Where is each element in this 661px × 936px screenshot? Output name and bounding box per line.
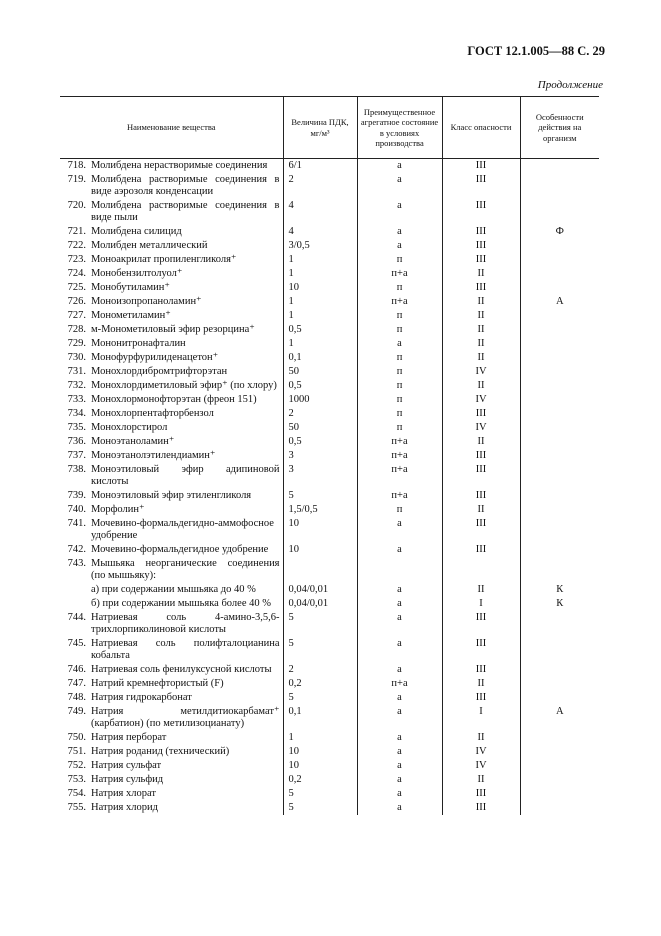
substance-name: Натрия хлорат [88, 787, 283, 801]
hazard-class: II [442, 435, 520, 449]
substance-name: Монохлордиметиловый эфир⁺ (по хлору) [88, 379, 283, 393]
pdk-value: 1,5/0,5 [283, 503, 357, 517]
substance-name: Моноэтиловый эфир адипиновой кислоты [88, 463, 283, 489]
pdk-value: 0,2 [283, 773, 357, 787]
action-features [520, 239, 599, 253]
substance-name: Натриевая соль полифталоцианина кобальта [88, 637, 283, 663]
aggregate-state: а [357, 691, 442, 705]
hazard-class: III [442, 407, 520, 421]
table-row [60, 463, 599, 489]
pdk-value: 2 [283, 407, 357, 421]
hazard-class: II [442, 503, 520, 517]
action-features [520, 253, 599, 267]
action-features [520, 503, 599, 517]
aggregate-state: а [357, 517, 442, 543]
action-features [520, 517, 599, 543]
aggregate-state: п [357, 421, 442, 435]
pdk-value: 5 [283, 489, 357, 503]
hazard-class: IV [442, 393, 520, 407]
hazard-class: III [442, 173, 520, 199]
substance-name: Натрия сульфид [88, 773, 283, 787]
aggregate-state: а [357, 801, 442, 815]
table-row [60, 637, 599, 663]
aggregate-state: а [357, 583, 442, 597]
table-row [60, 705, 599, 731]
pdk-value: 10 [283, 543, 357, 557]
col-header-features: Особенности действия на организм [535, 112, 584, 143]
hazard-class: II [442, 295, 520, 309]
row-number: 748. [67, 692, 86, 703]
aggregate-state: п [357, 407, 442, 421]
hazard-class: II [442, 379, 520, 393]
aggregate-state: п [357, 309, 442, 323]
aggregate-state: а [357, 731, 442, 745]
action-features: А [555, 706, 564, 717]
pdk-value: 1 [283, 337, 357, 351]
row-number: 727. [67, 310, 86, 321]
row-number: 735. [67, 422, 86, 433]
row-number: 746. [67, 664, 86, 675]
row-number: 721. [67, 226, 86, 237]
aggregate-state [357, 557, 442, 583]
table-row [60, 267, 599, 281]
aggregate-state: а [357, 663, 442, 677]
col-header-state: Преимущественное агрегатное состояние в условиях производства [357, 97, 442, 159]
aggregate-state: п+а [357, 449, 442, 463]
substance-name: Мышьяка неорганические соединения (по мышьяку): [88, 557, 283, 583]
table-row [60, 597, 599, 611]
table-row [60, 173, 599, 199]
row-number: 719. [67, 174, 86, 185]
table-row [60, 489, 599, 503]
row-number: 747. [67, 678, 86, 689]
substance-name: Натрия гидрокарбонат [88, 691, 283, 705]
table-row [60, 435, 599, 449]
row-number: 732. [67, 380, 86, 391]
substance-name: Натрия роданид (технический) [88, 745, 283, 759]
table-row [60, 295, 599, 309]
pdk-value: 4 [283, 225, 357, 239]
table-row [60, 801, 599, 815]
aggregate-state: а [357, 611, 442, 637]
action-features [520, 365, 599, 379]
aggregate-state: а [357, 773, 442, 787]
action-features [520, 463, 599, 489]
row-number: 752. [67, 760, 86, 771]
pdk-value: 0,2 [283, 677, 357, 691]
substance-name: Натрия перборат [88, 731, 283, 745]
hazard-class: III [442, 463, 520, 489]
row-number: 723. [67, 254, 86, 265]
hazard-class: III [442, 281, 520, 295]
action-features [520, 281, 599, 295]
pdk-value: 0,04/0,01 [283, 583, 357, 597]
hazard-class: III [442, 225, 520, 239]
aggregate-state: а [357, 173, 442, 199]
pdk-value: 10 [283, 759, 357, 773]
action-features: К [556, 584, 564, 595]
substance-name: Монохлордибромтрифторэтан [88, 365, 283, 379]
row-number: 744. [67, 612, 86, 623]
action-features [520, 557, 599, 583]
hazard-class: III [442, 611, 520, 637]
aggregate-state: п+а [357, 463, 442, 489]
aggregate-state: а [357, 759, 442, 773]
hazard-class: III [442, 517, 520, 543]
table-row [60, 225, 599, 239]
action-features [520, 489, 599, 503]
table-row [60, 365, 599, 379]
pdk-value: 50 [283, 421, 357, 435]
pdk-value: 5 [283, 637, 357, 663]
pdk-value: 1 [283, 253, 357, 267]
pdk-value: 0,04/0,01 [283, 597, 357, 611]
action-features [520, 759, 599, 773]
row-number: 729. [67, 338, 86, 349]
row-number [60, 597, 88, 611]
pdk-value: 1 [283, 309, 357, 323]
row-number: 722. [67, 240, 86, 251]
table-row [60, 239, 599, 253]
action-features [520, 731, 599, 745]
pdk-value: 1 [283, 731, 357, 745]
table-row [60, 309, 599, 323]
action-features: Ф [555, 226, 564, 237]
hazard-class: III [442, 801, 520, 815]
table-row [60, 691, 599, 705]
substance-name: Натрий кремнефтористый (F) [88, 677, 283, 691]
hazard-class: II [442, 267, 520, 281]
row-number: 736. [67, 436, 86, 447]
row-number: 724. [67, 268, 86, 279]
aggregate-state: а [357, 159, 442, 174]
substance-name: Монохлормонофторэтан (фреон 151) [88, 393, 283, 407]
action-features [520, 267, 599, 281]
substance-name: Молибден металлический [88, 239, 283, 253]
aggregate-state: п [357, 503, 442, 517]
substance-name: Натриевая соль фенилуксусной кислоты [88, 663, 283, 677]
col-header-pdk: Величина ПДК, мг/м³ [283, 97, 357, 159]
pdk-value: 5 [283, 787, 357, 801]
table-row [60, 543, 599, 557]
table-row [60, 407, 599, 421]
aggregate-state: п [357, 365, 442, 379]
table-row [60, 583, 599, 597]
pdk-value: 0,1 [283, 351, 357, 365]
row-number: 731. [67, 366, 86, 377]
hazard-class: III [442, 691, 520, 705]
hazard-class: I [442, 597, 520, 611]
pdk-value: 1000 [283, 393, 357, 407]
hazard-class: IV [442, 759, 520, 773]
aggregate-state: а [357, 787, 442, 801]
table-row [60, 323, 599, 337]
substance-name: Монофурфурилиденацетон⁺ [88, 351, 283, 365]
substance-name: Монохлорпентафторбензол [88, 407, 283, 421]
page-header: ГОСТ 12.1.005—88 С. 29 [467, 44, 605, 58]
action-features [520, 801, 599, 815]
substance-name: Натрия метилдитиокарбамат⁺ (карбатион) (по метилизоцианату) [88, 705, 283, 731]
table-row [60, 379, 599, 393]
substance-name: Натриевая соль 4-амино-3,5,6-трихлорпиколиновой кислоты [88, 611, 283, 637]
aggregate-state: п+а [357, 435, 442, 449]
hazard-class: IV [442, 421, 520, 435]
table-row [60, 517, 599, 543]
substance-name: Моноэтанолэтилендиамин⁺ [88, 449, 283, 463]
action-features [520, 421, 599, 435]
substance-name: Мочевино-формальдегидное удобрение [88, 543, 283, 557]
table-row [60, 449, 599, 463]
hazard-class: II [442, 677, 520, 691]
action-features [520, 309, 599, 323]
row-number: 725. [67, 282, 86, 293]
hazard-class: III [442, 253, 520, 267]
action-features [520, 393, 599, 407]
substance-name: Моноизопропаноламин⁺ [88, 295, 283, 309]
hazard-class: III [442, 449, 520, 463]
substance-name: Молибдена растворимые соединения в виде аэрозоля конденсации [88, 173, 283, 199]
pdk-value: 5 [283, 611, 357, 637]
row-number: 751. [67, 746, 86, 757]
pdk-value: 3 [283, 449, 357, 463]
row-number: 739. [67, 490, 86, 501]
pdk-value [283, 557, 357, 583]
aggregate-state: а [357, 239, 442, 253]
row-number: 750. [67, 732, 86, 743]
action-features [520, 407, 599, 421]
hazard-class: II [442, 337, 520, 351]
pdk-value: 2 [283, 663, 357, 677]
aggregate-state: а [357, 637, 442, 663]
pdk-value: 2 [283, 173, 357, 199]
hazard-class: III [442, 239, 520, 253]
pdk-value: 10 [283, 745, 357, 759]
row-number: 733. [67, 394, 86, 405]
action-features [520, 773, 599, 787]
table-row [60, 337, 599, 351]
aggregate-state: п [357, 393, 442, 407]
substance-name: Монохлорстирол [88, 421, 283, 435]
pdk-value: 3/0,5 [283, 239, 357, 253]
table-row [60, 731, 599, 745]
table-row [60, 611, 599, 637]
row-number [60, 583, 88, 597]
pdk-value: 0,5 [283, 379, 357, 393]
table-row [60, 281, 599, 295]
action-features [520, 435, 599, 449]
table-row [60, 159, 599, 174]
pdk-value: 1 [283, 295, 357, 309]
hazard-class: IV [442, 745, 520, 759]
aggregate-state: п+а [357, 489, 442, 503]
hazard-class: III [442, 787, 520, 801]
table-row [60, 503, 599, 517]
aggregate-state: а [357, 337, 442, 351]
substance-name: Моноэтаноламин⁺ [88, 435, 283, 449]
substance-name: а) при содержании мышьяка до 40 % [88, 583, 283, 597]
pdk-value: 5 [283, 801, 357, 815]
hazard-class: II [442, 309, 520, 323]
aggregate-state: п [357, 379, 442, 393]
row-number: 743. [67, 558, 86, 569]
row-number: 720. [67, 200, 86, 211]
substance-name: м-Монометиловый эфир резорцина⁺ [88, 323, 283, 337]
action-features: А [555, 296, 564, 307]
table-row [60, 787, 599, 801]
aggregate-state: п [357, 351, 442, 365]
aggregate-state: а [357, 705, 442, 731]
substance-name: Натрия сульфат [88, 759, 283, 773]
action-features [520, 173, 599, 199]
col-header-hazard: Класс опасности [442, 97, 520, 159]
action-features [520, 691, 599, 705]
pdk-value: 6/1 [283, 159, 357, 174]
hazard-class: III [442, 159, 520, 174]
row-number: 755. [67, 802, 86, 813]
aggregate-state: п [357, 281, 442, 295]
hazard-class: II [442, 773, 520, 787]
substance-name: Мочевино-формальдегидно-аммофосное удобрение [88, 517, 283, 543]
substance-name: Молибдена силицид [88, 225, 283, 239]
action-features [520, 663, 599, 677]
table-row [60, 351, 599, 365]
pdk-value: 10 [283, 517, 357, 543]
pdk-value: 1 [283, 267, 357, 281]
hazard-class: II [442, 323, 520, 337]
row-number: 741. [67, 518, 86, 529]
table-row [60, 253, 599, 267]
table-row [60, 759, 599, 773]
action-features [520, 637, 599, 663]
action-features [520, 611, 599, 637]
substance-name: Морфолин⁺ [88, 503, 283, 517]
col-header-name: Наименование вещества [60, 97, 283, 159]
substance-name: Молибдена нерастворимые соединения [88, 159, 283, 174]
pdk-value: 0,5 [283, 435, 357, 449]
action-features [520, 159, 599, 174]
pdk-value: 5 [283, 691, 357, 705]
substance-name: б) при содержании мышьяка более 40 % [88, 597, 283, 611]
table-row [60, 393, 599, 407]
aggregate-state: п+а [357, 677, 442, 691]
table-row [60, 199, 599, 225]
row-number: 754. [67, 788, 86, 799]
table-row [60, 773, 599, 787]
pdk-value: 0,5 [283, 323, 357, 337]
hazard-class: I [442, 705, 520, 731]
pdk-value: 10 [283, 281, 357, 295]
action-features [520, 449, 599, 463]
action-features [520, 351, 599, 365]
row-number: 742. [67, 544, 86, 555]
action-features [520, 677, 599, 691]
substance-name: Молибдена растворимые соединения в виде пыли [88, 199, 283, 225]
hazard-class: II [442, 583, 520, 597]
hazard-class: III [442, 637, 520, 663]
substance-name: Моноэтиловый эфир этиленгликоля [88, 489, 283, 503]
aggregate-state: а [357, 225, 442, 239]
pdk-value: 50 [283, 365, 357, 379]
row-number: 726. [67, 296, 86, 307]
substances-table [60, 96, 599, 815]
substance-name: Монометиламин⁺ [88, 309, 283, 323]
hazard-class: II [442, 731, 520, 745]
row-number: 728. [67, 324, 86, 335]
row-number: 738. [67, 464, 86, 475]
substance-name: Мононитронафталин [88, 337, 283, 351]
aggregate-state: п+а [357, 295, 442, 309]
substance-name: Натрия хлорид [88, 801, 283, 815]
substance-name: Моноакрилат пропиленгликоля⁺ [88, 253, 283, 267]
hazard-class: IV [442, 365, 520, 379]
aggregate-state: а [357, 745, 442, 759]
table-row [60, 677, 599, 691]
continuation-label: Продолжение [537, 79, 603, 91]
row-number: 749. [67, 706, 86, 717]
table-row [60, 557, 599, 583]
aggregate-state: п [357, 323, 442, 337]
aggregate-state: а [357, 199, 442, 225]
hazard-class: III [442, 199, 520, 225]
row-number: 730. [67, 352, 86, 363]
table-header-row [60, 97, 599, 159]
row-number: 718. [67, 160, 86, 171]
table-row [60, 421, 599, 435]
table-body [60, 159, 599, 816]
aggregate-state: а [357, 597, 442, 611]
aggregate-state: п [357, 253, 442, 267]
action-features [520, 337, 599, 351]
substance-name: Монобензилтолуол⁺ [88, 267, 283, 281]
aggregate-state: п+а [357, 267, 442, 281]
row-number: 740. [67, 504, 86, 515]
hazard-class [442, 557, 520, 583]
action-features [520, 787, 599, 801]
row-number: 753. [67, 774, 86, 785]
action-features [520, 543, 599, 557]
row-number: 734. [67, 408, 86, 419]
action-features: К [556, 598, 564, 609]
action-features [520, 199, 599, 225]
table-row [60, 745, 599, 759]
row-number: 745. [67, 638, 86, 649]
row-number: 737. [67, 450, 86, 461]
action-features [520, 745, 599, 759]
pdk-value: 4 [283, 199, 357, 225]
substance-name: Монобутиламин⁺ [88, 281, 283, 295]
pdk-value: 0,1 [283, 705, 357, 731]
pdk-value: 3 [283, 463, 357, 489]
hazard-class: III [442, 543, 520, 557]
hazard-class: III [442, 489, 520, 503]
action-features [520, 323, 599, 337]
table-row [60, 663, 599, 677]
action-features [520, 379, 599, 393]
aggregate-state: а [357, 543, 442, 557]
hazard-class: II [442, 351, 520, 365]
hazard-class: III [442, 663, 520, 677]
